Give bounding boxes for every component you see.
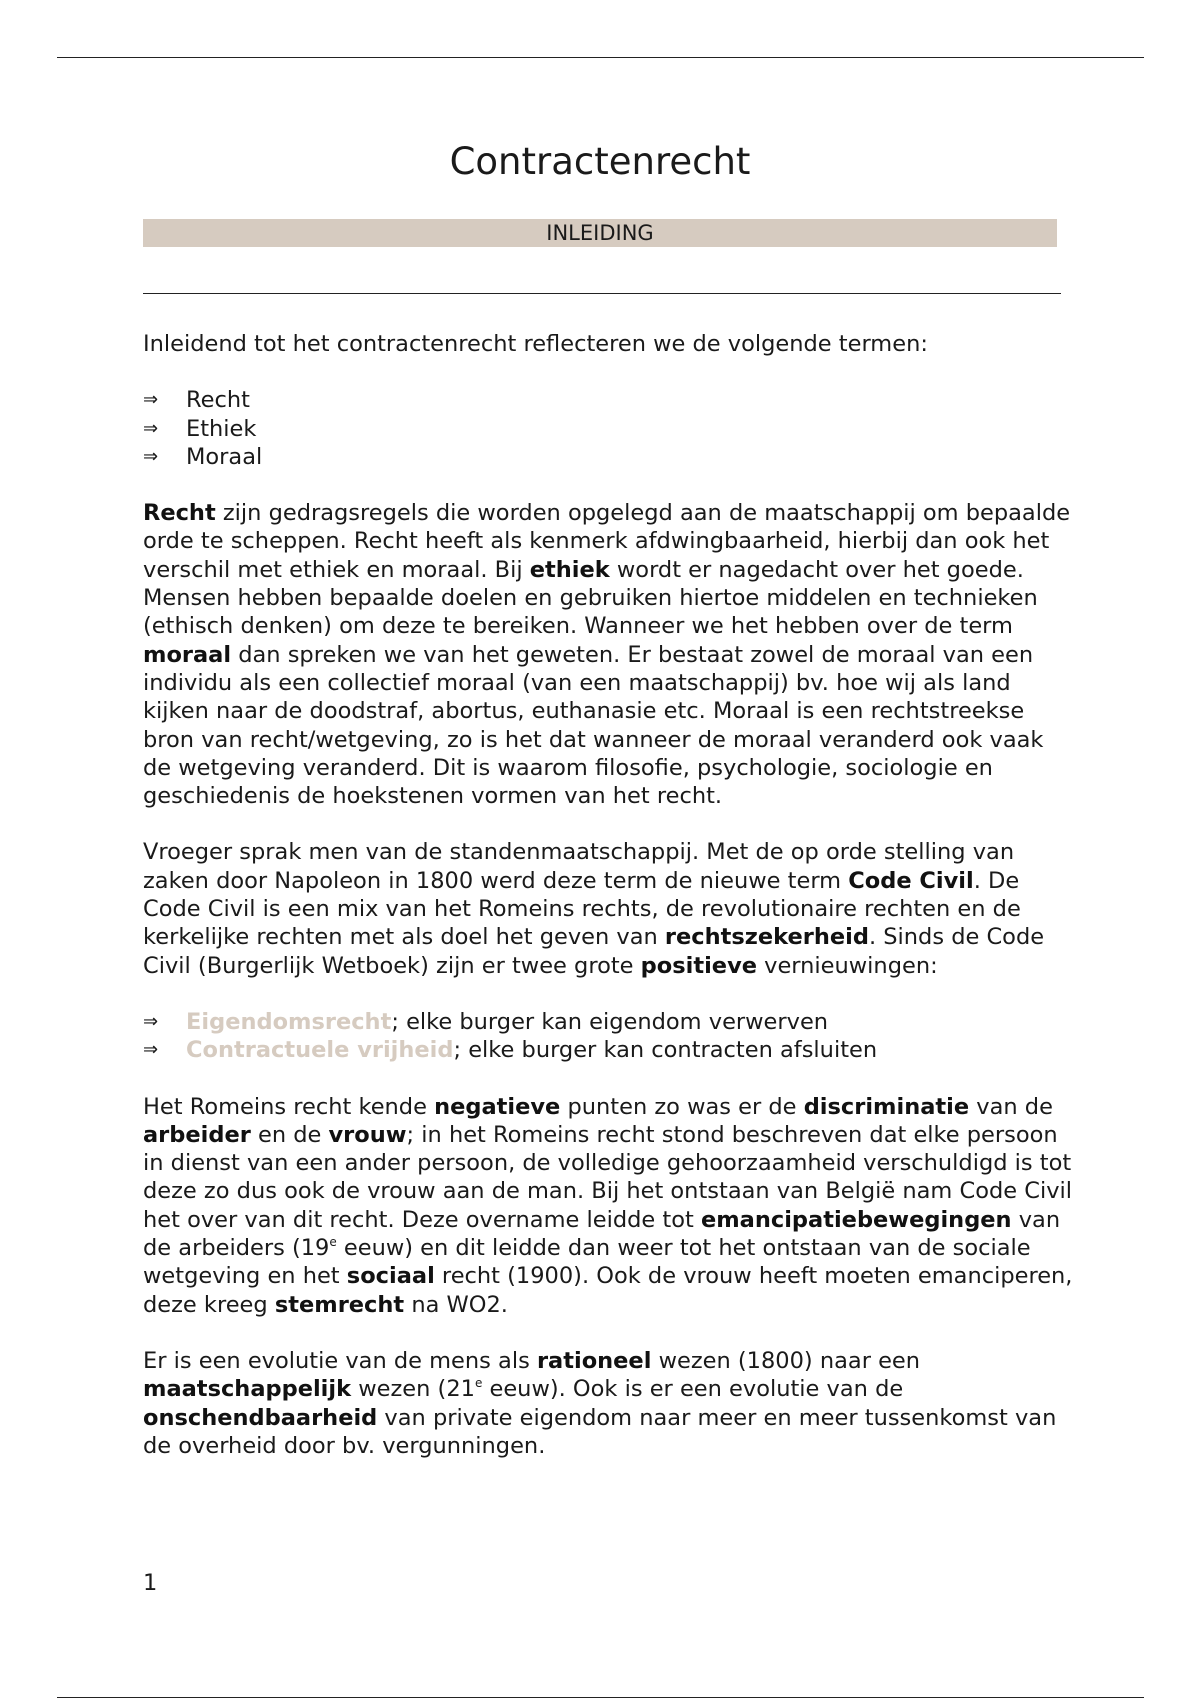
paragraph-evolutie: Er is een evolutie van de mens als rationeel wezen (1800) naar een maatschappelijk wezen (21e eeuw). Ook is er een evolutie van de onschendbaarheid van private eigendom naar meer en meer tussenkomst van de overheid door bv. vergunningen. bbox=[143, 1347, 1057, 1459]
paragraph-romeins-recht: Het Romeins recht kende negatieve punten zo was er de discriminatie van de arbeider en de vrouw; in het Romeins recht stond beschreven dat elke persoon in dienst van een ander persoon, de volledige gehoorzaamheid verschuldigd is tot deze zo dus ook de vrouw aan de man. Bij het ontstaan van België nam Code Civil het over van dit recht. Deze overname leidde tot emancipatiebewegingen van de arbeiders (19e eeuw) en dit leidde dan weer tot het ontstaan van de sociale wetgeving en het sociaal recht (1900). Ook de vrouw heeft moeten emanciperen, deze kreeg stemrecht na WO2. bbox=[143, 1093, 1073, 1318]
paragraph-recht: Recht zijn gedragsregels die worden opgelegd aan de maatschappij om bepaalde orde te scheppen. Recht heeft als kenmerk afdwingbaarheid, hierbij dan ook het verschil met ethiek en moraal. Bij ethiek wordt er nagedacht over het goede. Mensen hebben bepaalde doelen en gebruiken hiertoe middelen en technieken (ethisch denken) om deze te bereiken. Wanneer we het hebben over de term moraal dan spreken we van het geweten. Er bestaat zowel de moraal van een individu als een collectief moraal (van een maatschappij) bv. hoe wij als land kijken naar de doodstraf, abortus, euthanasie etc. Moraal is een rechtstreekse bron van recht/wetgeving, zo is het dat wanneer de moraal veranderd ook vaak de wetgeving veranderd. Dit is waarom filosofie, psychologie, sociologie en geschiedenis de hoekstenen vormen van het recht. bbox=[143, 500, 1071, 810]
header-rule bbox=[57, 57, 1144, 58]
list-item: ⇒ Eigendomsrecht; elke burger kan eigendom verwerven bbox=[143, 1008, 829, 1035]
list-item: ⇒ Ethiek bbox=[143, 415, 257, 442]
terms-list bbox=[143, 386, 1073, 471]
arrow-icon: ⇒ bbox=[143, 1039, 159, 1061]
section-banner: INLEIDING bbox=[143, 219, 1057, 247]
page-number: 1 bbox=[143, 1570, 158, 1596]
arrow-icon: ⇒ bbox=[143, 417, 159, 439]
list-item: ⇒ Recht bbox=[143, 387, 250, 414]
document-body bbox=[143, 330, 1073, 1488]
section-divider bbox=[143, 293, 1061, 294]
arrow-icon: ⇒ bbox=[143, 1010, 159, 1032]
innovations-list bbox=[143, 1008, 1073, 1065]
list-item: ⇒ Moraal bbox=[143, 443, 263, 470]
paragraph-code-civil: Vroeger sprak men van de standenmaatschappij. Met de op orde stelling van zaken door Napoleon in 1800 werd deze term de nieuwe term Code Civil. De Code Civil is een mix van het Romeins rechts, de revolutionaire rechten en de kerkelijke rechten met als doel het geven van rechtszekerheid. Sinds de Code Civil (Burgerlijk Wetboek) zijn er twee grote positieve vernieuwingen: bbox=[143, 839, 1045, 979]
arrow-icon: ⇒ bbox=[143, 389, 159, 411]
list-item: ⇒ Contractuele vrijheid; elke burger kan contracten afsluiten bbox=[143, 1037, 878, 1064]
page-title: Contractenrecht bbox=[449, 140, 751, 183]
intro-paragraph: Inleidend tot het contractenrecht reflecteren we de volgende termen: bbox=[143, 331, 928, 357]
footer-rule bbox=[57, 1697, 1144, 1698]
arrow-icon: ⇒ bbox=[143, 445, 159, 467]
